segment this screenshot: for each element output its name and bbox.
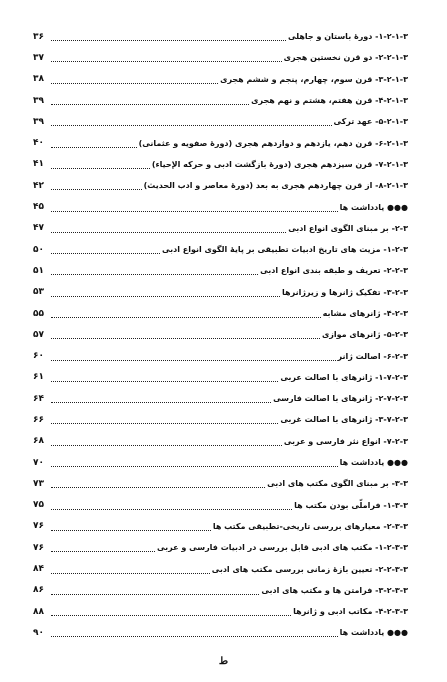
dot-leader — [51, 594, 259, 595]
toc-entry-title: ۵-۲-۳- ژانرهای موازی — [321, 330, 408, 340]
toc-entry-page-number: ۹۰ — [33, 627, 44, 638]
toc-entry — [33, 154, 408, 175]
toc-entry-page-number: ۸۶ — [33, 585, 44, 596]
toc-entry-title: ۷-۲-۳- انواع نثر فارسی و عربی — [283, 436, 408, 446]
toc-entry-title: ۲-۷-۲-۳- ژانرهای با اصالت فارسی — [273, 394, 408, 404]
dot-leader — [51, 636, 338, 637]
toc-entry-page-number: ۶۴ — [33, 393, 44, 404]
toc-entry — [33, 218, 408, 239]
toc-entry — [33, 196, 408, 217]
toc-entry-page-number: ۶۸ — [33, 436, 44, 447]
toc-entry — [33, 516, 408, 537]
toc-entry — [33, 580, 408, 601]
toc-entry-page-number: ۳۸ — [33, 74, 44, 85]
toc-entry-title: ۱-۲-۱-۳- دورهٔ باستان و جاهلی — [288, 32, 408, 42]
toc-entry-title: ●●● یادداشت ها — [339, 458, 408, 468]
dot-leader — [51, 274, 258, 275]
toc-entry — [33, 303, 408, 324]
toc-entry — [33, 601, 408, 622]
toc-entry — [33, 345, 408, 366]
toc-entry-page-number: ۳۶ — [33, 31, 44, 42]
toc-entry — [33, 473, 408, 494]
dot-leader — [51, 466, 338, 467]
dot-leader — [51, 402, 271, 403]
dot-leader — [51, 253, 160, 254]
toc-entry-page-number: ۵۰ — [33, 244, 44, 255]
toc-entry — [33, 132, 408, 153]
dot-leader — [51, 487, 265, 488]
toc-entry — [33, 260, 408, 281]
toc-entry-page-number: ۶۶ — [33, 414, 44, 425]
dot-leader — [51, 83, 218, 84]
toc-entry — [33, 409, 408, 430]
dot-leader — [51, 423, 278, 424]
toc-entry-title: ۳-۳- بر مبنای الگوی مکتب های ادبی — [267, 479, 408, 489]
toc-entry-page-number: ۷۰ — [33, 457, 44, 468]
dot-leader — [51, 530, 211, 531]
dot-leader — [51, 61, 282, 62]
toc-entry-title: ۲-۳- بر مبنای الگوی انواع ادبی — [288, 223, 408, 233]
dot-leader — [51, 338, 320, 339]
toc-entry — [33, 175, 408, 196]
dot-leader — [51, 147, 137, 148]
toc-entry-title: ۳-۲-۳-۳- فرامتن ها و مکتب های ادبی — [261, 585, 408, 595]
toc-entry — [33, 622, 408, 643]
toc-entry — [33, 537, 408, 558]
toc-entry — [33, 26, 408, 47]
toc-entry-page-number: ۶۰ — [33, 351, 44, 362]
dot-leader — [51, 40, 286, 41]
toc-entry-title: ۴-۲-۳-۳- مکاتب ادبی و ژانرها — [293, 607, 408, 617]
toc-entry-page-number: ۳۹ — [33, 95, 44, 106]
toc-entry-page-number: ۴۵ — [33, 202, 44, 213]
toc-entry-title: ۵-۲-۱-۳- عهد ترکی — [333, 117, 408, 127]
toc-entry-title: ۴-۲-۱-۳- قرن هفتم، هشتم و نهم هجری — [251, 96, 408, 106]
toc-entry-page-number: ۸۴ — [33, 564, 44, 575]
toc-entry-page-number: ۷۶ — [33, 521, 44, 532]
dot-leader — [51, 125, 332, 126]
dot-leader — [51, 104, 249, 105]
toc-entry-page-number: ۴۷ — [33, 223, 44, 234]
toc-entry — [33, 452, 408, 473]
dot-leader — [51, 189, 142, 190]
toc-entry-page-number: ۵۱ — [33, 265, 44, 276]
page-number: ط — [218, 656, 229, 667]
toc-entry — [33, 324, 408, 345]
toc-entry-title: ۳-۲-۱-۳- قرن سوم، چهارم، پنجم و ششم هجری — [220, 74, 408, 84]
dot-leader — [51, 615, 291, 616]
dot-leader — [51, 168, 150, 169]
dot-leader — [51, 551, 155, 552]
toc-entry-title: ●●● یادداشت ها — [339, 202, 408, 212]
dot-leader — [51, 573, 210, 574]
toc-entry-title: ۶-۲-۱-۳- قرن دهم، یازدهم و دوازدهم هجری (دورهٔ صفویه و عثمانی) — [138, 138, 408, 148]
toc-entry — [33, 367, 408, 388]
toc-entry-title: ۱-۷-۲-۳- ژانرهای با اصالت عربی — [280, 372, 408, 382]
toc-entry — [33, 282, 408, 303]
toc-entry-page-number: ۴۲ — [33, 180, 44, 191]
toc-entry-title: ۲-۲-۳-۳- تعیین بازهٔ زمانی بررسی مکتب های ادبی — [211, 564, 408, 574]
toc-entry — [33, 69, 408, 90]
toc-entry-title: ●●● یادداشت ها — [339, 628, 408, 638]
toc-entry-page-number: ۴۰ — [33, 138, 44, 149]
toc-entry-page-number: ۳۹ — [33, 116, 44, 127]
toc-entry — [33, 47, 408, 68]
toc-entry-page-number: ۷۶ — [33, 542, 44, 553]
toc-entry-page-number: ۴۱ — [33, 159, 44, 170]
toc-entry-page-number: ۷۳ — [33, 478, 44, 489]
toc-entry-title: ۲-۲-۳- تعریف و طبقه بندی انواع ادبی — [260, 266, 408, 276]
toc-entry-page-number: ۶۱ — [33, 372, 44, 383]
toc-entry-title: ۲-۲-۱-۳- دو قرن نخستین هجری — [283, 53, 408, 63]
toc-entry — [33, 90, 408, 111]
toc-entry-page-number: ۵۷ — [33, 329, 44, 340]
toc-entry-title: ۲-۳-۳- معیارهای بررسی تاریخی-تطبیقی مکتب ها — [212, 521, 408, 531]
dot-leader — [51, 381, 278, 382]
toc-entry-page-number: ۷۵ — [33, 500, 44, 511]
toc-entry — [33, 388, 408, 409]
toc-entry — [33, 495, 408, 516]
toc-entry-title: ۱-۳-۳- فراملّی بودن مکتب ها — [294, 500, 408, 510]
toc-entry — [33, 431, 408, 452]
toc-entry-title: ۴-۲-۳- ژانرهای مشابه — [322, 309, 408, 318]
dot-leader — [51, 232, 286, 233]
toc-entry-title: ۶-۲-۳- اصالت ژانر — [337, 351, 408, 361]
dot-leader — [51, 296, 280, 297]
toc-entry-page-number: ۵۳ — [33, 287, 44, 298]
toc-entry-page-number: ۵۵ — [33, 308, 44, 319]
toc-entry-title: ۳-۲-۳- تفکیک ژانرها و زیرژانرها — [282, 287, 408, 297]
dot-leader — [51, 445, 282, 446]
toc-entry-title: ۷-۲-۱-۳- قرن سیزدهم هجری (دورهٔ بازگشت ادبی و حرکه الإحیاء) — [151, 159, 408, 169]
dot-leader — [51, 509, 292, 510]
toc-entry-page-number: ۳۷ — [33, 52, 44, 63]
toc-entry — [33, 558, 408, 579]
dot-leader — [51, 317, 321, 318]
toc-entry — [33, 239, 408, 260]
toc-entry-title: ۱-۲-۳-۳- مکتب های ادبی قابل بررسی در ادبیات فارسی و عربی — [157, 543, 408, 553]
toc-entry — [33, 111, 408, 132]
toc-entry-title: ۱-۲-۳- مزیت های تاریخ ادبیات تطبیقی بر پایهٔ الگوی انواع ادبی — [162, 245, 408, 255]
dot-leader — [51, 360, 336, 361]
toc-entry-title: ۳-۷-۲-۳- ژانرهای با اصالت غربی — [280, 415, 408, 425]
table-of-contents — [33, 26, 408, 644]
toc-entry-page-number: ۸۸ — [33, 606, 44, 617]
toc-entry-title: ۸-۲-۱-۳- از قرن چهاردهم هجری به بعد (دورهٔ معاصر و ادب الحدیث) — [143, 181, 408, 191]
dot-leader — [51, 211, 338, 212]
